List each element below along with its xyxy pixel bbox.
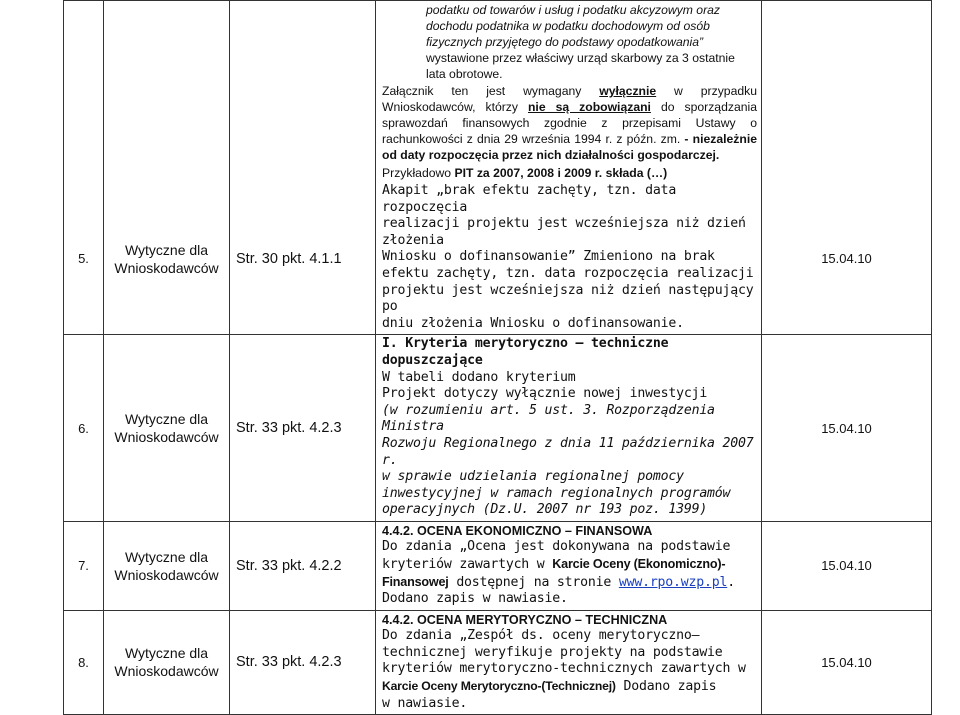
- content-line: projektu jest wcześniejsza niż dzień następujący po: [382, 282, 754, 315]
- change-description: [376, 521, 762, 610]
- row-number: 7.: [64, 521, 104, 610]
- content-line: (w rozumieniu art. 5 ust. 3. Rozporządzenia Ministra: [382, 402, 715, 435]
- content-line: Rozwoju Regionalnego z dnia 11 października 2007 r.: [382, 435, 754, 468]
- content-line: efektu zachęty, tzn. data rozpoczęcia realizacji: [382, 265, 754, 281]
- content-line: operacyjnych (Dz.U. 2007 nr 193 poz. 1399): [382, 502, 708, 518]
- example-text-a: Przykładowo: [382, 166, 455, 180]
- document-name-line-2: Wnioskodawców: [114, 259, 219, 276]
- document-name: [104, 521, 230, 610]
- continued-line-1: podatku od towarów i usług i podatku akcyzowym oraz: [426, 3, 721, 17]
- document-name-line-1: Wytyczne dla: [124, 548, 209, 565]
- changes-table: [63, 0, 932, 715]
- note-text-d: nie są zobowiązani: [527, 100, 651, 114]
- document-name-line-2: Wnioskodawców: [114, 566, 219, 583]
- continued-line-4: wystawione przez właściwy urząd skarbowy za 3 ostatnie: [426, 51, 735, 65]
- note-text-c: w przypadku Wnioskodawców, którzy: [382, 84, 757, 114]
- content-line: dniu złożenia Wniosku o dofinansowanie.: [382, 315, 684, 331]
- change-description: [376, 610, 762, 714]
- content-line: realizacji projektu jest wcześniejsza niż dzień złożenia: [382, 216, 746, 248]
- page-reference: Str. 33 pkt. 4.2.3: [230, 610, 376, 714]
- continued-text-2: [382, 50, 757, 82]
- content-line: w sprawie udzielania regionalnej pomocy: [382, 469, 684, 485]
- content-line: W tabeli dodano kryterium: [382, 369, 576, 385]
- criteria-heading: I. Kryteria merytoryczno – techniczne: [382, 336, 669, 352]
- continued-line-5: lata obrotowe.: [426, 67, 503, 81]
- note-text-b: wyłącznie: [599, 84, 657, 98]
- content-line: Do zdania „Ocena jest dokonywana na podstawie: [382, 539, 731, 555]
- content-line: [382, 574, 757, 592]
- document-name-line-1: Wytyczne dla: [124, 411, 209, 428]
- content-line: [382, 678, 757, 696]
- row-number: 8.: [64, 610, 104, 714]
- continued-line-3: fizycznych przyjętego do podstawy opodatkowania”: [426, 35, 704, 49]
- change-date: 15.04.10: [762, 521, 932, 610]
- page-reference: Str. 33 pkt. 4.2.2: [230, 521, 376, 610]
- content-line: Dodano zapis w nawiasie.: [382, 591, 568, 607]
- content-line: Projekt dotyczy wyłącznie nowej inwestycji: [382, 386, 708, 402]
- section-heading: 4.4.2. OCENA MERYTORYCZNO – TECHNICZNA: [382, 612, 668, 627]
- content-line: w nawiasie.: [382, 695, 468, 711]
- row-5-content: [382, 183, 757, 332]
- content-line: [382, 556, 757, 574]
- content-text: kryteriów zawartych w: [382, 556, 553, 572]
- change-date: 15.04.10: [762, 335, 932, 522]
- card-name-cont: Finansowej: [382, 574, 449, 589]
- table-row-5: [64, 1, 932, 335]
- table-row-6: [64, 335, 932, 522]
- note-text-f: - niezależnie od daty rozpoczęcia przez nich działalności gospodarczej.: [382, 132, 757, 162]
- content-text: dostępnej na stronie: [448, 574, 619, 590]
- card-name: Karcie Oceny Merytoryczno-(Technicznej): [382, 679, 616, 694]
- table-row-7: [64, 521, 932, 610]
- row-number: 5.: [64, 1, 104, 335]
- page-reference: Str. 33 pkt. 4.2.3: [230, 335, 376, 522]
- continued-text: [382, 2, 757, 50]
- change-date: 15.04.10: [762, 610, 932, 714]
- page-reference: Str. 30 pkt. 4.1.1: [230, 1, 376, 335]
- document-name: [104, 610, 230, 714]
- note-text-e: do sporządzania sprawozdań finansowych zgodnie z przepisami Ustawy o rachunkowości z dnia 29 września 1994 r. z późn. zm.: [382, 100, 757, 146]
- document-name: [104, 335, 230, 522]
- example-note: [382, 165, 757, 181]
- content-line: inwestycyjnej w ramach regionalnych programów: [382, 485, 731, 501]
- change-description: [376, 1, 762, 335]
- document-name-line-2: Wnioskodawców: [114, 429, 219, 446]
- table-row-8: [64, 610, 932, 714]
- example-text-b: PIT za 2007, 2008 i 2009 r. składa (…): [454, 166, 668, 180]
- content-line: Do zdania „Zespół ds. oceny merytoryczno–: [382, 628, 700, 644]
- change-date: 15.04.10: [762, 1, 932, 335]
- note-text-a: Załącznik ten jest wymagany: [382, 84, 600, 98]
- rpo-website-link[interactable]: www.rpo.wzp.pl: [618, 574, 728, 590]
- content-line: technicznej weryfikuje projekty na podstawie: [382, 644, 723, 660]
- content-line: Akapit „brak efektu zachęty, tzn. data rozpoczęcia: [382, 183, 677, 215]
- row-number: 6.: [64, 335, 104, 522]
- content-text: Dodano zapis: [615, 679, 717, 695]
- document-name: [104, 1, 230, 335]
- document-name-line-1: Wytyczne dla: [124, 645, 209, 662]
- criteria-heading-2: dopuszczające: [382, 352, 483, 368]
- card-name: Karcie Oceny (Ekonomiczno)-: [552, 556, 726, 571]
- content-line: Wniosku o dofinansowanie” Zmieniono na brak: [382, 249, 715, 265]
- change-description: [376, 335, 762, 522]
- document-name-line-2: Wnioskodawców: [114, 663, 219, 680]
- attachment-note: [382, 83, 757, 163]
- section-heading: 4.4.2. OCENA EKONOMICZNO – FINANSOWA: [382, 523, 653, 538]
- continued-line-2: dochodu podatnika w podatku dochodowym od osób: [426, 19, 710, 33]
- document-name-line-1: Wytyczne dla: [124, 241, 209, 258]
- content-line: kryteriów merytoryczno-technicznych zawartych w: [382, 661, 746, 677]
- content-text: .: [727, 574, 735, 590]
